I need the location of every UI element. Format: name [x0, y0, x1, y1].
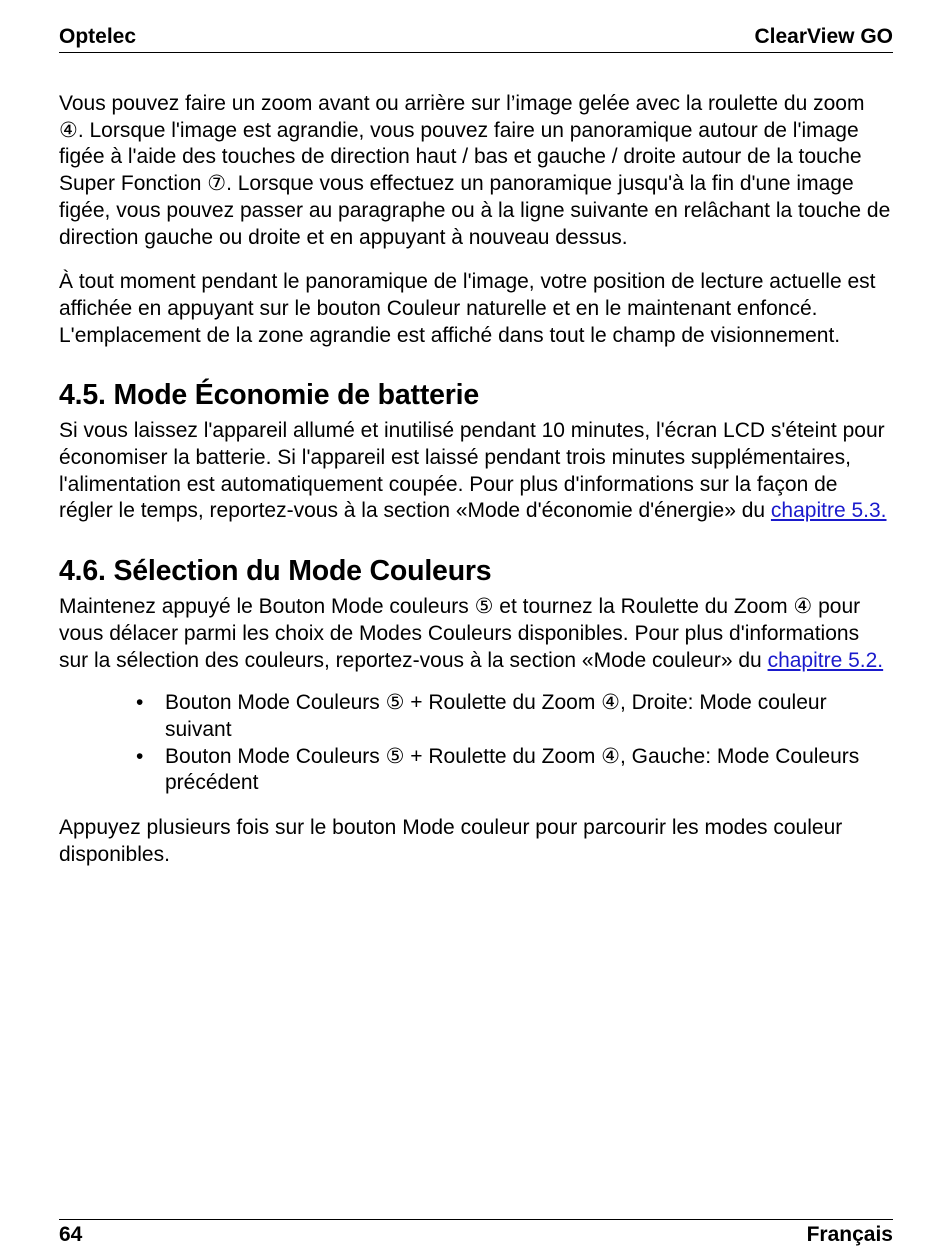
color-mode-bullet-list: [59, 690, 893, 797]
footer-language: Français: [806, 1223, 893, 1246]
page-header: [59, 24, 893, 53]
paragraph-color-mode: [59, 594, 893, 674]
header-product: ClearView GO: [754, 25, 893, 48]
page-footer: [59, 1219, 893, 1248]
header-brand: Optelec: [59, 25, 137, 48]
paragraph-reading-position: À tout moment pendant le panoramique de l'image, votre position de lecture actuelle est affichée en appuyant sur le bouton Couleur naturelle et en le maintenant enfoncé. L'emplacement de la zone agrandie est affiché dans tout le champ de visionnement.: [59, 270, 876, 347]
color-mode-text: Maintenez appuyé le Bouton Mode couleurs ⑤ et tournez la Roulette du Zoom ④ pour vous délacer parmi les choix de Modes Couleurs disponibles. Pour plus d'informations sur la sélection des couleurs, reportez-vous à la section «Mode couleur» du: [59, 595, 861, 672]
paragraph-cycle-modes: Appuyez plusieurs fois sur le bouton Mode couleur pour parcourir les modes couleur disponibles.: [59, 816, 843, 866]
document-body: [59, 91, 893, 886]
link-chapter-5-3[interactable]: chapitre 5.3.: [770, 499, 887, 523]
page-number: 64: [59, 1223, 83, 1246]
link-chapter-5-2[interactable]: chapitre 5.2.: [767, 648, 884, 672]
section-heading-battery: 4.5. Mode Économie de batterie: [59, 379, 480, 412]
list-item: • Bouton Mode Couleurs ⑤ + Roulette du Zoom ④, Droite: Mode couleur suivant: [165, 690, 893, 743]
section-heading-color-mode: 4.6. Sélection du Mode Couleurs: [59, 555, 492, 588]
battery-text: Si vous laissez l'appareil allumé et inutilisé pendant 10 minutes, l'écran LCD s'éteint pour économiser la batterie. Si l'appareil est laissé pendant trois minutes supplémentaires, l'alimentation est automatiquement coupée. Pour plus d'informations sur la façon de régler le temps, reportez-vous à la section «Mode d'économie d'énergie» du: [59, 419, 885, 523]
list-item: • Bouton Mode Couleurs ⑤ + Roulette du Zoom ④, Gauche: Mode Couleurs précédent: [165, 744, 893, 797]
paragraph-frozen-zoom: Vous pouvez faire un zoom avant ou arrière sur l’image gelée avec la roulette du zoom ④. Lorsque l'image est agrandie, vous pouvez faire un panoramique autour de l'image figée à l'aide des touches de direction haut / bas et gauche / droite autour de la touche Super Fonction ⑦. Lorsque vous effectuez un panoramique jusqu'à la fin d'une image figée, vous pouvez passer au paragraphe ou à la ligne suivante en relâchant la touche de direction gauche ou droite et en appuyant à nouveau dessus.: [59, 92, 891, 249]
paragraph-battery: [59, 418, 893, 525]
